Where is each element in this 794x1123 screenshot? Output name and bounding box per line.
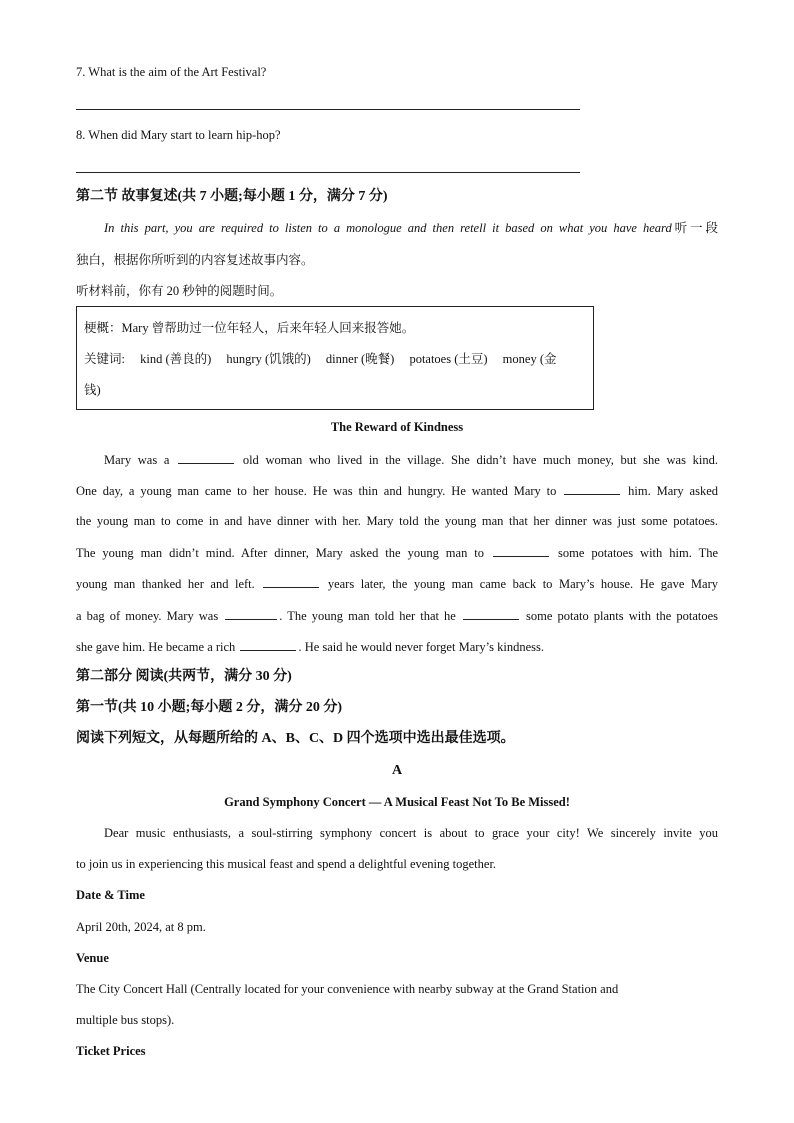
story-line-1 — [76, 451, 718, 468]
keyword: money (金 — [502, 352, 557, 366]
passage-title: Grand Symphony Concert — A Musical Feast Not To Be Missed! — [224, 795, 570, 809]
keyword: potatoes (土豆) — [409, 352, 488, 366]
prep-time-note: 听材料前，你有 20 秒钟的阅题时间。 — [76, 284, 283, 298]
section-1-heading: 第一节(共 10 小题;每小题 2 分，满分 20 分) — [76, 700, 342, 715]
date-heading: Date & Time — [76, 888, 145, 902]
story-title: The Reward of Kindness — [330, 420, 464, 434]
answer-line-8[interactable] — [76, 172, 580, 173]
summary-text: 梗概：Mary 曾帮助过一位年轻人，后来年轻人回来报答她。 — [84, 321, 415, 335]
part-reading-heading: 第二部分 阅读(共两节，满分 30 分) — [76, 669, 292, 684]
story-text: him. Mary asked — [628, 484, 718, 498]
instruction-cn-a: 听一段 — [671, 221, 718, 235]
blank-2[interactable] — [564, 482, 620, 495]
story-text: Mary was a — [104, 453, 170, 467]
keyword: hungry (饥饿的) — [226, 352, 311, 366]
keyword: dinner (晚餐) — [325, 352, 395, 366]
story-text: One day, a young man came to her house. He was thin and hungry. He wanted Mary to — [76, 484, 557, 498]
blank-5[interactable] — [225, 607, 277, 620]
blank-7[interactable] — [240, 638, 296, 651]
story-line-4 — [76, 544, 718, 561]
reading-instruction: 阅读下列短文，从每题所给的 A、B、C、D 四个选项中选出最佳选项。 — [76, 731, 515, 746]
passage-p1-line-1: Dear music enthusiasts, a soul-stirring symphony concert is about to grace your city! We sincerely invite you — [104, 826, 718, 840]
story-line-6 — [76, 607, 718, 624]
blank-3[interactable] — [493, 544, 549, 557]
story-text: a bag of money. Mary was — [76, 609, 219, 623]
keywords-label: 关键词: — [84, 352, 125, 366]
answer-line-7[interactable] — [76, 109, 580, 110]
story-line-7 — [76, 638, 544, 655]
ticket-heading: Ticket Prices — [76, 1044, 146, 1058]
story-text: The young man didn’t mind. After dinner, Mary asked the young man to — [76, 546, 485, 560]
question-8: 8. When did Mary start to learn hip-hop? — [76, 128, 281, 142]
question-7: 7. What is the aim of the Art Festival? — [76, 65, 267, 79]
instruction-en: In this part, you are required to listen to a monologue and then retell it based on what you have heard — [104, 221, 672, 235]
passage-letter: A — [391, 763, 403, 778]
story-text: . He said he would never forget Mary’s kindness. — [298, 640, 544, 654]
keywords-row — [84, 351, 556, 367]
story-text: years later, the young man came back to Mary’s house. He gave Mary — [327, 577, 719, 591]
summary-box — [76, 306, 594, 410]
date-value: April 20th, 2024, at 8 pm. — [76, 920, 206, 934]
story-line-2 — [76, 482, 718, 499]
venue-heading: Venue — [76, 951, 109, 965]
instruction-cn-b: 独白，根据你所听到的内容复述故事内容。 — [76, 253, 314, 267]
story-text: young man thanked her and left. — [76, 577, 255, 591]
blank-1[interactable] — [178, 451, 234, 464]
story-text: some potatoes with him. The — [558, 546, 719, 560]
keyword: kind (善良的) — [140, 352, 212, 366]
story-text: old woman who lived in the village. She didn’t have much money, but she was kind. — [242, 453, 718, 467]
story-line-3: the young man to come in and have dinner with her. Mary told the young man that her dinner was just some potatoes. — [76, 514, 718, 528]
passage-p1-line-2: to join us in experiencing this musical feast and spend a delightful evening together. — [76, 857, 497, 871]
story-text: . The young man told her that he — [279, 609, 456, 623]
section-retell-heading: 第二节 故事复述(共 7 小题;每小题 1 分，满分 7 分) — [76, 189, 388, 204]
story-text: she gave him. He became a rich — [76, 640, 236, 654]
story-line-5 — [76, 575, 718, 592]
keywords-wrap: 钱) — [84, 383, 101, 397]
venue-line-1: The City Concert Hall (Centrally located for your convenience with nearby subway at the Grand Station and — [76, 982, 619, 996]
retell-instruction — [76, 220, 718, 236]
venue-line-2: multiple bus stops). — [76, 1013, 175, 1027]
story-text: some potato plants with the potatoes — [526, 609, 719, 623]
blank-4[interactable] — [263, 575, 319, 588]
blank-6[interactable] — [463, 607, 519, 620]
